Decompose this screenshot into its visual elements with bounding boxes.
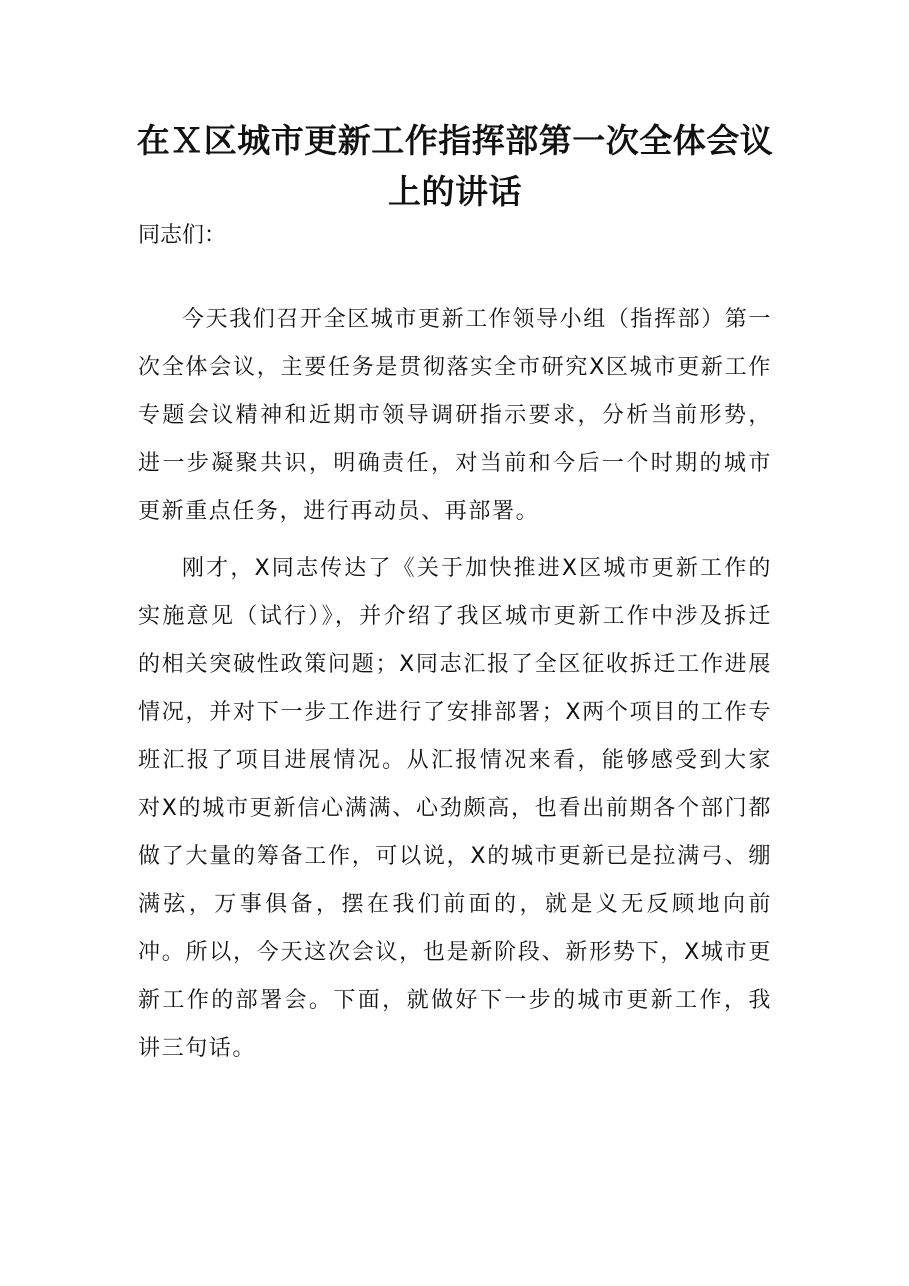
body-paragraph-2: 刚才，X同志传达了《关于加快推进X区城市更新工作的实施意见（试行）》，并介绍了我区城市更新工作中涉及拆迁的相关突破性政策问题；X同志汇报了全区征收拆迁工作进展情况，并对下一步工作进行了安排部署；X两个项目的工作专班汇报了项目进展情况。从汇报情况来看，能够感受到大家对X的城市更新信心满满、心劲颇高，也看出前期各个部门都做了大量的筹备工作，可以说，X的城市更新已是拉满弓、绷满弦，万事俱备，摆在我们前面的，就是义无反顾地向前冲。所以，今天这次会议，也是新阶段、新形势下，X城市更新工作的部署会。下面，就做好下一步的城市更新工作，我讲三句话。: [138, 556, 772, 1061]
document-title: 在Ｘ区城市更新工作指挥部第一次全体会议上的讲话: [136, 121, 774, 211]
salutation: 同志们：: [138, 223, 227, 248]
body-paragraph-1: 今天我们召开全区城市更新工作领导小组（指挥部）第一次全体会议，主要任务是贯彻落实全市研究X区城市更新工作专题会议精神和近期市领导调研指示要求，分析当前形势，进一步凝聚共识，明确责任，对当前和今后一个时期的城市更新重点任务，进行再动员、再部署。: [138, 307, 773, 524]
